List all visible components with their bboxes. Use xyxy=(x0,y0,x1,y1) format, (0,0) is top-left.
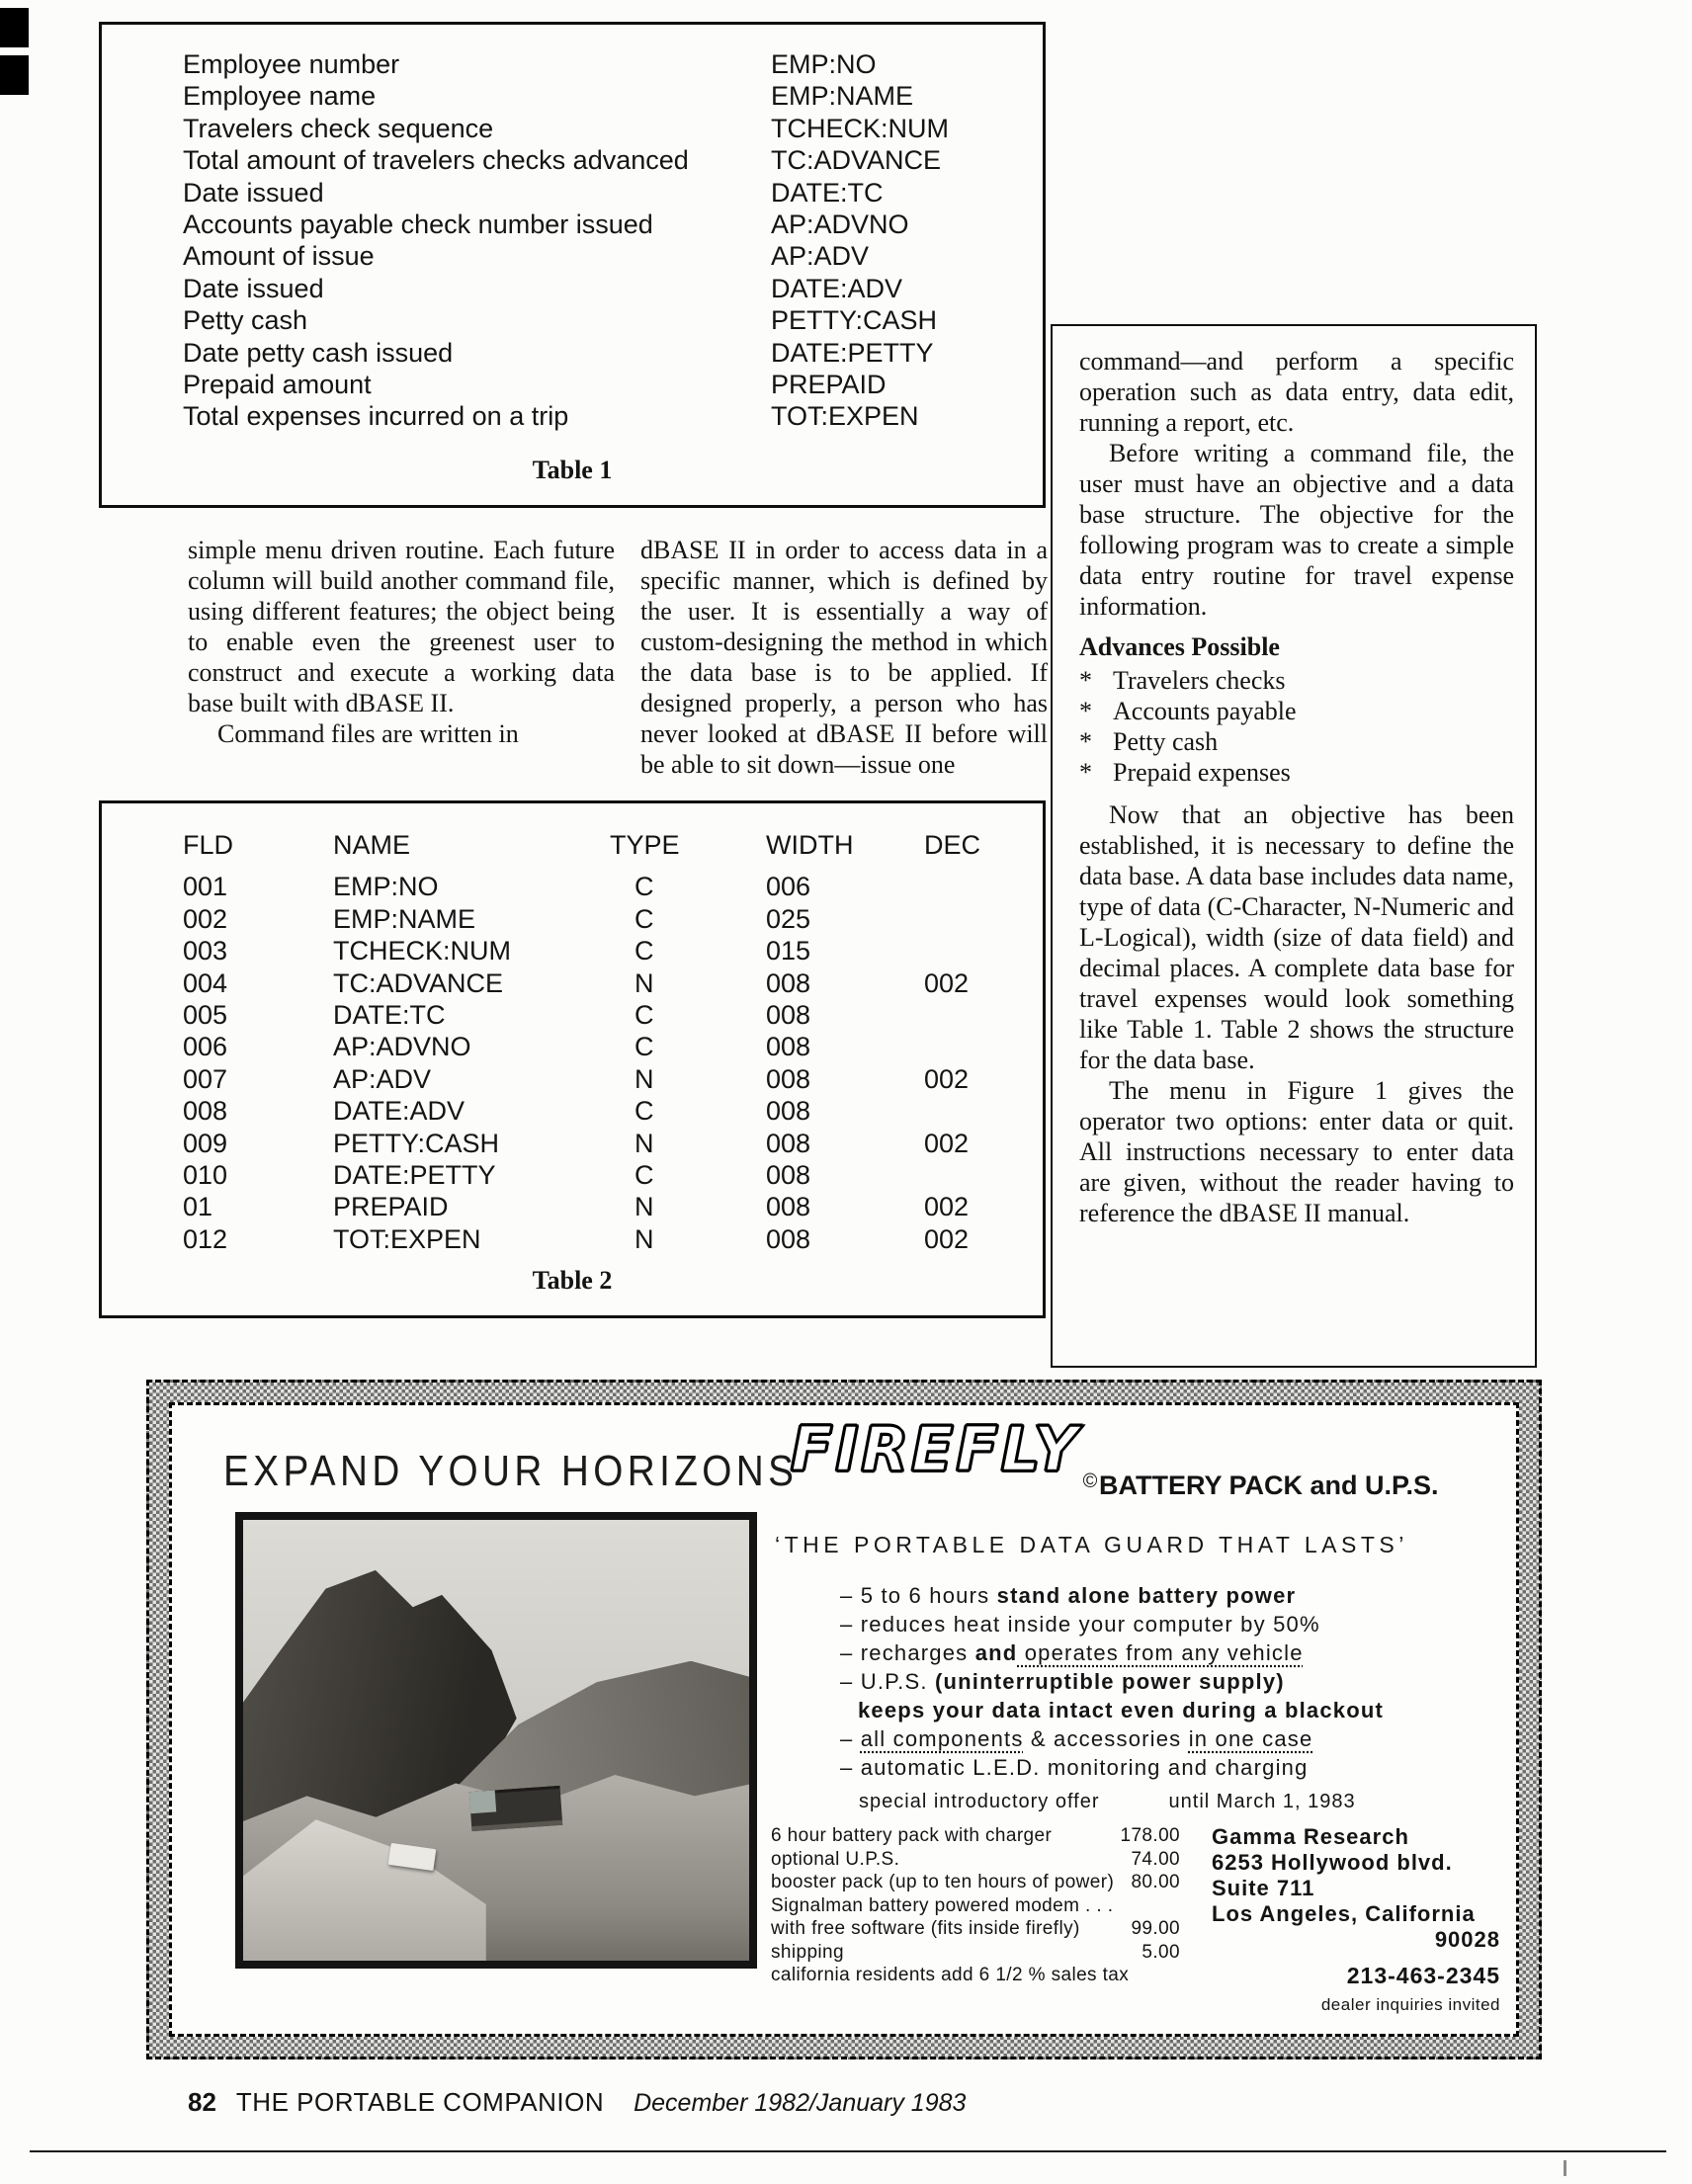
list-item xyxy=(840,1696,1384,1724)
brand-logo xyxy=(791,1413,1097,1493)
article-column-left xyxy=(188,535,615,749)
table1-field: TOT:EXPEN xyxy=(771,401,919,432)
offer-text: special introductory offer xyxy=(859,1791,1100,1812)
table1-label: Employee name xyxy=(183,81,377,112)
cell-name: EMP:NAME xyxy=(333,903,476,934)
table-row xyxy=(183,1031,1035,1062)
list-item-label: Accounts payable xyxy=(1113,697,1297,725)
photo-portable-computer xyxy=(469,1786,563,1831)
cell-dec: 002 xyxy=(924,1223,970,1254)
table-row xyxy=(183,903,1035,935)
table1-field: DATE:TC xyxy=(771,177,884,208)
price-amount: 178.00 xyxy=(1120,1825,1180,1846)
table1-rows xyxy=(183,48,1031,433)
feature-text: – U.P.S. xyxy=(840,1669,935,1694)
table1-field: PETTY:CASH xyxy=(771,305,938,336)
bottom-rule xyxy=(30,2150,1666,2152)
cell-width: 015 xyxy=(766,936,811,966)
cell-dec: 002 xyxy=(924,1128,970,1158)
list-item xyxy=(840,1753,1384,1782)
price-row xyxy=(771,1917,1180,1941)
table1-label: Date issued xyxy=(183,177,324,208)
paragraph: simple menu driven routine. Each future column will build another command file, using different features; the object being to enable even the greenest user to construct and execute a working data base built with dBASE II. xyxy=(188,536,615,717)
price-row xyxy=(771,1871,1180,1894)
table2-caption: Table 2 xyxy=(532,1266,613,1295)
cell-width: 008 xyxy=(766,1223,811,1254)
cell-type: C xyxy=(634,903,654,934)
cell-type: C xyxy=(634,1160,654,1191)
list-item xyxy=(1079,726,1514,757)
cell-type: C xyxy=(634,1032,654,1062)
article-column-middle xyxy=(640,535,1048,780)
ad-tagline: ‘THE PORTABLE DATA GUARD THAT LASTS’ xyxy=(775,1532,1408,1557)
price-row xyxy=(771,1941,1180,1965)
list-item xyxy=(840,1610,1384,1638)
table-row xyxy=(183,144,1031,176)
feature-text-underlined: in one case xyxy=(1188,1726,1313,1751)
paragraph: Command files are written in xyxy=(217,719,519,748)
bullet-marker: * xyxy=(1079,697,1092,725)
copyright-mark: © xyxy=(1082,1470,1098,1492)
registration-mark xyxy=(0,8,29,47)
cell-name: TC:ADVANCE xyxy=(333,967,504,998)
list-item-label: Travelers checks xyxy=(1113,666,1286,695)
cell-width: 008 xyxy=(766,1063,811,1094)
table-row xyxy=(183,369,1031,400)
table1-label: Total amount of travelers checks advanced xyxy=(183,145,689,176)
cell-width: 008 xyxy=(766,1160,811,1191)
list-item xyxy=(1079,696,1514,726)
table-row xyxy=(183,177,1031,209)
feature-text-underlined: all components xyxy=(860,1726,1024,1751)
ad-product-name: BATTERY PACK and U.P.S. xyxy=(1099,1470,1439,1500)
cell-name: TCHECK:NUM xyxy=(333,936,511,966)
paragraph: Before writing a command file, the user must have an objective and a data base structure. The objective for the following program was to create a simple data entry routine for travel expense information. xyxy=(1079,439,1514,621)
bullet-marker: * xyxy=(1079,758,1092,787)
cell-fld: 003 xyxy=(183,936,228,966)
table1-caption: Table 1 xyxy=(532,456,613,484)
price-item: optional U.P.S. xyxy=(771,1848,900,1870)
table2-grid xyxy=(183,829,1035,1255)
table-row xyxy=(183,967,1035,999)
bottom-tick-mark xyxy=(1564,2160,1566,2176)
cell-dec xyxy=(924,1095,1035,1127)
contact-city: Los Angeles, California xyxy=(1212,1901,1476,1926)
paragraph: dBASE II in order to access data in a specific manner, which is defined by the user. It is essentially a way of custom-designing the method in which the data base is to be applied. If designed properly, a person who has never looked at dBASE II before will be able to sit down—issue one xyxy=(640,536,1048,779)
table-row xyxy=(183,1191,1035,1222)
table2-box xyxy=(99,800,1046,1318)
list-item-label: Prepaid expenses xyxy=(1113,758,1291,787)
list-item xyxy=(1079,665,1514,696)
cell-width: 006 xyxy=(766,872,811,902)
cell-fld: 002 xyxy=(183,903,228,934)
table1-field: TCHECK:NUM xyxy=(771,113,949,143)
cell-name: EMP:NO xyxy=(333,872,439,902)
price-item: Signalman battery powered modem . . . xyxy=(771,1894,1114,1916)
feature-text-bold: stand alone battery power xyxy=(996,1583,1297,1608)
cell-type: C xyxy=(634,936,654,966)
column-header: FLD xyxy=(183,830,234,860)
cell-dec xyxy=(924,999,1035,1031)
page-footer xyxy=(188,2087,966,2118)
cell-fld: 009 xyxy=(183,1128,228,1158)
cell-fld: 010 xyxy=(183,1160,228,1191)
price-item: with free software (fits inside firefly) xyxy=(771,1918,1080,1939)
feature-text-underlined: operates from any vehicle xyxy=(1017,1640,1304,1665)
table-row xyxy=(183,871,1035,902)
cell-fld: 001 xyxy=(183,872,228,902)
ad-price-list xyxy=(771,1824,1180,1987)
cell-name: DATE:TC xyxy=(333,1000,446,1031)
table1-label: Employee number xyxy=(183,49,400,79)
column-header: NAME xyxy=(333,830,411,860)
ad-offer-line xyxy=(859,1791,1356,1813)
price-amount: 5.00 xyxy=(1142,1941,1180,1963)
price-amount: 80.00 xyxy=(1131,1872,1180,1892)
contact-name: Gamma Research xyxy=(1212,1824,1409,1849)
bullet-marker: * xyxy=(1079,666,1092,695)
price-amount: 74.00 xyxy=(1131,1848,1180,1870)
cell-type: N xyxy=(634,967,654,998)
contact-address2: Suite 711 xyxy=(1212,1876,1315,1900)
list-item xyxy=(840,1638,1384,1667)
cell-type: N xyxy=(634,1063,654,1094)
table-row xyxy=(183,400,1031,432)
table-row xyxy=(183,209,1031,240)
cell-name: TOT:EXPEN xyxy=(333,1223,481,1254)
cell-name: DATE:ADV xyxy=(333,1096,465,1127)
table-row xyxy=(183,1128,1035,1159)
list-item xyxy=(840,1724,1384,1753)
table-row xyxy=(183,273,1031,304)
table1-field: AP:ADV xyxy=(771,241,870,272)
cell-dec xyxy=(924,871,1035,902)
table1-label: Travelers check sequence xyxy=(183,113,494,143)
paragraph: Now that an objective has been established, it is necessary to define the data base. A data base includes data name, type of data (C-Character, N-Numeric and L-Logical), width (size of data field) and decimal places. A complete data base for travel expenses would look something like Table 1. Table 2 shows the structure for the data base. xyxy=(1079,800,1514,1074)
cell-type: C xyxy=(634,872,654,902)
table-row xyxy=(183,1095,1035,1127)
contact-zip: 90028 xyxy=(1434,1927,1500,1952)
cell-width: 008 xyxy=(766,1128,811,1158)
price-row xyxy=(771,1964,1180,1987)
cell-fld: 004 xyxy=(183,967,228,998)
cell-dec xyxy=(924,903,1035,935)
table1-field: EMP:NO xyxy=(771,49,877,79)
price-item: 6 hour battery pack with charger xyxy=(771,1825,1053,1846)
table1-label: Date petty cash issued xyxy=(183,337,454,368)
column-header: TYPE xyxy=(610,830,680,860)
cell-type: N xyxy=(634,1223,654,1254)
table-row xyxy=(183,1063,1035,1095)
feature-text: – 5 to 6 hours xyxy=(840,1583,997,1608)
registration-mark xyxy=(0,55,29,95)
feature-text-bold: (uninterruptible power supply) xyxy=(935,1669,1285,1694)
table-row xyxy=(183,240,1031,272)
feature-text: – recharges xyxy=(840,1640,975,1665)
cell-width: 008 xyxy=(766,1000,811,1031)
feature-text-bold: and xyxy=(974,1640,1018,1665)
cell-dec xyxy=(924,1031,1035,1062)
cell-width: 008 xyxy=(766,1032,811,1062)
photo-computer-screen xyxy=(469,1791,496,1814)
firefly-logo: FIREFLY xyxy=(791,1413,1081,1485)
cell-fld: 01 xyxy=(183,1192,213,1222)
ad-photo-desert-rocks xyxy=(235,1512,757,1969)
table1-label: Accounts payable check number issued xyxy=(183,210,653,240)
ad-contact-block xyxy=(1212,1824,1500,2018)
cell-dec: 002 xyxy=(924,1063,970,1094)
table-row xyxy=(183,48,1031,80)
contact-note: dealer inquiries invited xyxy=(1320,1995,1500,2014)
column-header: WIDTH xyxy=(766,830,854,860)
price-row xyxy=(771,1894,1180,1918)
feature-text: & accessories xyxy=(1023,1726,1189,1751)
cell-fld: 008 xyxy=(183,1096,228,1127)
list-item xyxy=(840,1667,1384,1696)
table1-field: PREPAID xyxy=(771,370,887,400)
table1-field: AP:ADVNO xyxy=(771,210,909,240)
table1-label: Prepaid amount xyxy=(183,370,372,400)
cell-dec: 002 xyxy=(924,967,970,998)
contact-phone: 213-463-2345 xyxy=(1346,1963,1500,1988)
price-row xyxy=(771,1848,1180,1872)
price-item: shipping xyxy=(771,1941,844,1963)
table-row xyxy=(183,304,1031,336)
offer-deadline: until March 1, 1983 xyxy=(1168,1791,1356,1812)
feature-text: – reduces heat inside your computer by 50% xyxy=(840,1612,1320,1637)
ad-inner-panel xyxy=(169,1402,1519,2037)
ad-feature-list xyxy=(840,1581,1384,1782)
table1-label: Petty cash xyxy=(183,305,308,336)
table-row xyxy=(183,935,1035,966)
table-row xyxy=(183,113,1031,144)
cell-dec: 002 xyxy=(924,1192,970,1222)
table1-field: DATE:ADV xyxy=(771,273,903,303)
section-heading: Advances Possible xyxy=(1079,632,1280,661)
cell-name: PREPAID xyxy=(333,1192,449,1222)
price-amount: 99.00 xyxy=(1131,1918,1180,1939)
issue-date: December 1982/January 1983 xyxy=(634,2089,967,2117)
cell-name: AP:ADVNO xyxy=(333,1032,471,1062)
firefly-advertisement xyxy=(146,1380,1542,2059)
cell-fld: 012 xyxy=(183,1223,228,1254)
price-item: booster pack (up to ten hours of power) xyxy=(771,1872,1115,1892)
contact-address1: 6253 Hollywood blvd. xyxy=(1212,1850,1453,1875)
cell-type: N xyxy=(634,1128,654,1158)
cell-fld: 006 xyxy=(183,1032,228,1062)
table-row xyxy=(183,80,1031,112)
cell-type: C xyxy=(634,1000,654,1031)
price-item: california residents add 6 1/2 % sales tax xyxy=(771,1965,1130,1985)
cell-width: 008 xyxy=(766,1096,811,1127)
feature-text-bold: keeps your data intact even during a blackout xyxy=(858,1698,1385,1722)
cell-name: AP:ADV xyxy=(333,1063,432,1094)
cell-width: 025 xyxy=(766,903,811,934)
table-row xyxy=(183,999,1035,1031)
cell-dec xyxy=(924,935,1035,966)
price-row xyxy=(771,1824,1180,1848)
table1-label: Date issued xyxy=(183,273,324,303)
feature-text: – automatic L.E.D. monitoring and charging xyxy=(840,1755,1309,1780)
column-header: DEC xyxy=(924,830,981,860)
list-item xyxy=(1079,757,1514,788)
cell-type: N xyxy=(634,1192,654,1222)
article-column-right xyxy=(1079,346,1514,1228)
ad-headline: EXPAND YOUR HORIZONS xyxy=(223,1447,799,1495)
table-row xyxy=(183,1223,1035,1255)
cell-width: 008 xyxy=(766,967,811,998)
table1-label: Amount of issue xyxy=(183,241,375,272)
paragraph: command—and perform a specific operation such as data entry, data edit, running a report, etc. xyxy=(1079,347,1514,437)
list-item-label: Petty cash xyxy=(1113,727,1219,756)
page-number: 82 xyxy=(188,2087,216,2117)
table1-field: DATE:PETTY xyxy=(771,337,934,368)
cell-name: PETTY:CASH xyxy=(333,1128,500,1158)
bullet-marker: * xyxy=(1079,727,1092,756)
cell-width: 008 xyxy=(766,1192,811,1222)
list-item xyxy=(840,1581,1384,1610)
cell-type: C xyxy=(634,1096,654,1127)
cell-name: DATE:PETTY xyxy=(333,1160,496,1191)
cell-dec xyxy=(924,1159,1035,1191)
table1-field: EMP:NAME xyxy=(771,81,914,112)
table1-field: TC:ADVANCE xyxy=(771,145,942,176)
magazine-title: THE PORTABLE COMPANION xyxy=(235,2087,605,2117)
table-header-row xyxy=(183,829,1035,861)
paragraph: The menu in Figure 1 gives the operator two options: enter data or quit. All instructions necessary to enter data are given, without the reader having to reference the dBASE II manual. xyxy=(1079,1076,1514,1227)
cell-fld: 005 xyxy=(183,1000,228,1031)
table-row xyxy=(183,1159,1035,1191)
table1-label: Total expenses incurred on a trip xyxy=(183,401,569,432)
feature-text: – xyxy=(840,1726,861,1751)
cell-fld: 007 xyxy=(183,1063,228,1094)
table-row xyxy=(183,337,1031,369)
table1-box xyxy=(99,22,1046,508)
